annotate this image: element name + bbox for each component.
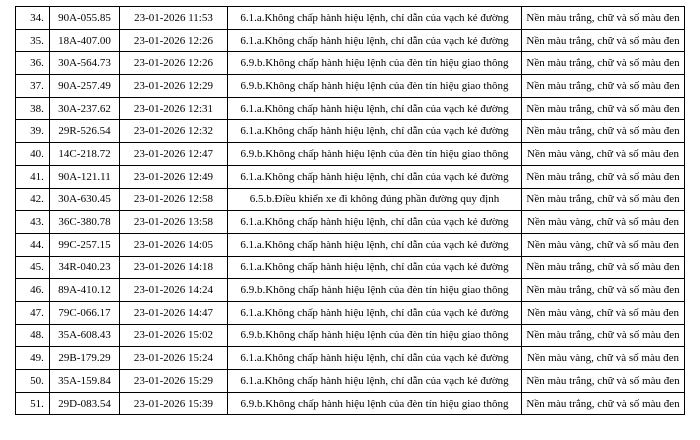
- table-row: [16, 97, 685, 120]
- table-row: [16, 52, 685, 75]
- table-row: [16, 392, 685, 415]
- violation-description: 6.1.a.Không chấp hành hiệu lệnh, chỉ dẫn của vạch kẻ đường: [228, 301, 522, 324]
- plate-color-type: Nền màu vàng, chữ và số màu đen: [522, 143, 685, 166]
- table-row: [16, 301, 685, 324]
- row-number: 45.: [16, 256, 50, 279]
- violation-description: 6.9.b.Không chấp hành hiệu lệnh của đèn tín hiệu giao thông: [228, 52, 522, 75]
- license-plate: 35A-608.43: [50, 324, 120, 347]
- table-row: [16, 143, 685, 166]
- plate-color-type: Nền màu trắng, chữ và số màu đen: [522, 120, 685, 143]
- violation-description: 6.9.b.Không chấp hành hiệu lệnh của đèn tín hiệu giao thông: [228, 392, 522, 415]
- violation-time: 23-01-2026 14:05: [120, 233, 228, 256]
- row-number: 38.: [16, 97, 50, 120]
- violation-time: 23-01-2026 12:49: [120, 165, 228, 188]
- license-plate: 79C-066.17: [50, 301, 120, 324]
- row-number: 44.: [16, 233, 50, 256]
- violation-time: 23-01-2026 12:58: [120, 188, 228, 211]
- row-number: 36.: [16, 52, 50, 75]
- violation-time: 23-01-2026 13:58: [120, 211, 228, 234]
- license-plate: 29R-526.54: [50, 120, 120, 143]
- plate-color-type: Nền màu trắng, chữ và số màu đen: [522, 370, 685, 393]
- license-plate: 90A-257.49: [50, 75, 120, 98]
- violation-description: 6.1.a.Không chấp hành hiệu lệnh, chỉ dẫn của vạch kẻ đường: [228, 370, 522, 393]
- plate-color-type: Nền màu trắng, chữ và số màu đen: [522, 97, 685, 120]
- plate-color-type: Nền màu trắng, chữ và số màu đen: [522, 256, 685, 279]
- violation-table-body: [16, 7, 685, 415]
- row-number: 43.: [16, 211, 50, 234]
- violation-time: 23-01-2026 15:39: [120, 392, 228, 415]
- table-row: [16, 279, 685, 302]
- plate-color-type: Nền màu trắng, chữ và số màu đen: [522, 279, 685, 302]
- table-row: [16, 120, 685, 143]
- plate-color-type: Nền màu vàng, chữ và số màu đen: [522, 233, 685, 256]
- violation-time: 23-01-2026 12:26: [120, 29, 228, 52]
- violation-time: 23-01-2026 15:24: [120, 347, 228, 370]
- violation-description: 6.9.b.Không chấp hành hiệu lệnh của đèn tín hiệu giao thông: [228, 324, 522, 347]
- violation-time: 23-01-2026 15:02: [120, 324, 228, 347]
- plate-color-type: Nền màu trắng, chữ và số màu đen: [522, 188, 685, 211]
- license-plate: 89A-410.12: [50, 279, 120, 302]
- plate-color-type: Nền màu trắng, chữ và số màu đen: [522, 52, 685, 75]
- table-row: [16, 188, 685, 211]
- violation-time: 23-01-2026 12:32: [120, 120, 228, 143]
- violation-time: 23-01-2026 15:29: [120, 370, 228, 393]
- plate-color-type: Nền màu vàng, chữ và số màu đen: [522, 211, 685, 234]
- license-plate: 34R-040.23: [50, 256, 120, 279]
- violation-description: 6.1.a.Không chấp hành hiệu lệnh, chỉ dẫn của vạch kẻ đường: [228, 7, 522, 30]
- violation-description: 6.5.b.Điều khiển xe đi không đúng phần đường quy định: [228, 188, 522, 211]
- violation-description: 6.1.a.Không chấp hành hiệu lệnh, chỉ dẫn của vạch kẻ đường: [228, 347, 522, 370]
- violation-time: 23-01-2026 12:47: [120, 143, 228, 166]
- row-number: 51.: [16, 392, 50, 415]
- license-plate: 18A-407.00: [50, 29, 120, 52]
- row-number: 39.: [16, 120, 50, 143]
- row-number: 48.: [16, 324, 50, 347]
- table-row: [16, 7, 685, 30]
- table-row: [16, 233, 685, 256]
- table-row: [16, 211, 685, 234]
- table-row: [16, 324, 685, 347]
- license-plate: 36C-380.78: [50, 211, 120, 234]
- table-row: [16, 347, 685, 370]
- violation-time: 23-01-2026 12:29: [120, 75, 228, 98]
- license-plate: 29B-179.29: [50, 347, 120, 370]
- violation-time: 23-01-2026 14:47: [120, 301, 228, 324]
- license-plate: 90A-055.85: [50, 7, 120, 30]
- violation-description: 6.1.a.Không chấp hành hiệu lệnh, chỉ dẫn của vạch kẻ đường: [228, 233, 522, 256]
- violation-description: 6.1.a.Không chấp hành hiệu lệnh, chỉ dẫn của vạch kẻ đường: [228, 97, 522, 120]
- row-number: 46.: [16, 279, 50, 302]
- violation-description: 6.9.b.Không chấp hành hiệu lệnh của đèn tín hiệu giao thông: [228, 279, 522, 302]
- row-number: 47.: [16, 301, 50, 324]
- violation-table: [15, 6, 685, 415]
- license-plate: 29D-083.54: [50, 392, 120, 415]
- license-plate: 90A-121.11: [50, 165, 120, 188]
- row-number: 49.: [16, 347, 50, 370]
- table-row: [16, 75, 685, 98]
- row-number: 34.: [16, 7, 50, 30]
- violation-time: 23-01-2026 11:53: [120, 7, 228, 30]
- row-number: 50.: [16, 370, 50, 393]
- table-row: [16, 165, 685, 188]
- row-number: 41.: [16, 165, 50, 188]
- table-row: [16, 256, 685, 279]
- row-number: 35.: [16, 29, 50, 52]
- violation-description: 6.1.a.Không chấp hành hiệu lệnh, chỉ dẫn của vạch kẻ đường: [228, 29, 522, 52]
- violation-time: 23-01-2026 14:18: [120, 256, 228, 279]
- plate-color-type: Nền màu trắng, chữ và số màu đen: [522, 75, 685, 98]
- row-number: 42.: [16, 188, 50, 211]
- table-row: [16, 29, 685, 52]
- table-row: [16, 370, 685, 393]
- plate-color-type: Nền màu trắng, chữ và số màu đen: [522, 165, 685, 188]
- plate-color-type: Nền màu trắng, chữ và số màu đen: [522, 7, 685, 30]
- license-plate: 30A-564.73: [50, 52, 120, 75]
- violation-time: 23-01-2026 12:31: [120, 97, 228, 120]
- violation-time: 23-01-2026 14:24: [120, 279, 228, 302]
- violation-description: 6.9.b.Không chấp hành hiệu lệnh của đèn tín hiệu giao thông: [228, 75, 522, 98]
- plate-color-type: Nền màu trắng, chữ và số màu đen: [522, 29, 685, 52]
- license-plate: 14C-218.72: [50, 143, 120, 166]
- violation-description: 6.1.a.Không chấp hành hiệu lệnh, chỉ dẫn của vạch kẻ đường: [228, 120, 522, 143]
- violation-time: 23-01-2026 12:26: [120, 52, 228, 75]
- violation-description: 6.1.a.Không chấp hành hiệu lệnh, chỉ dẫn của vạch kẻ đường: [228, 256, 522, 279]
- row-number: 40.: [16, 143, 50, 166]
- license-plate: 30A-630.45: [50, 188, 120, 211]
- plate-color-type: Nền màu vàng, chữ và số màu đen: [522, 301, 685, 324]
- plate-color-type: Nền màu trắng, chữ và số màu đen: [522, 392, 685, 415]
- plate-color-type: Nền màu trắng, chữ và số màu đen: [522, 324, 685, 347]
- violation-description: 6.1.a.Không chấp hành hiệu lệnh, chỉ dẫn của vạch kẻ đường: [228, 211, 522, 234]
- license-plate: 30A-237.62: [50, 97, 120, 120]
- row-number: 37.: [16, 75, 50, 98]
- license-plate: 99C-257.15: [50, 233, 120, 256]
- plate-color-type: Nền màu vàng, chữ và số màu đen: [522, 347, 685, 370]
- license-plate: 35A-159.84: [50, 370, 120, 393]
- violation-description: 6.1.a.Không chấp hành hiệu lệnh, chỉ dẫn của vạch kẻ đường: [228, 165, 522, 188]
- violation-description: 6.9.b.Không chấp hành hiệu lệnh của đèn tín hiệu giao thông: [228, 143, 522, 166]
